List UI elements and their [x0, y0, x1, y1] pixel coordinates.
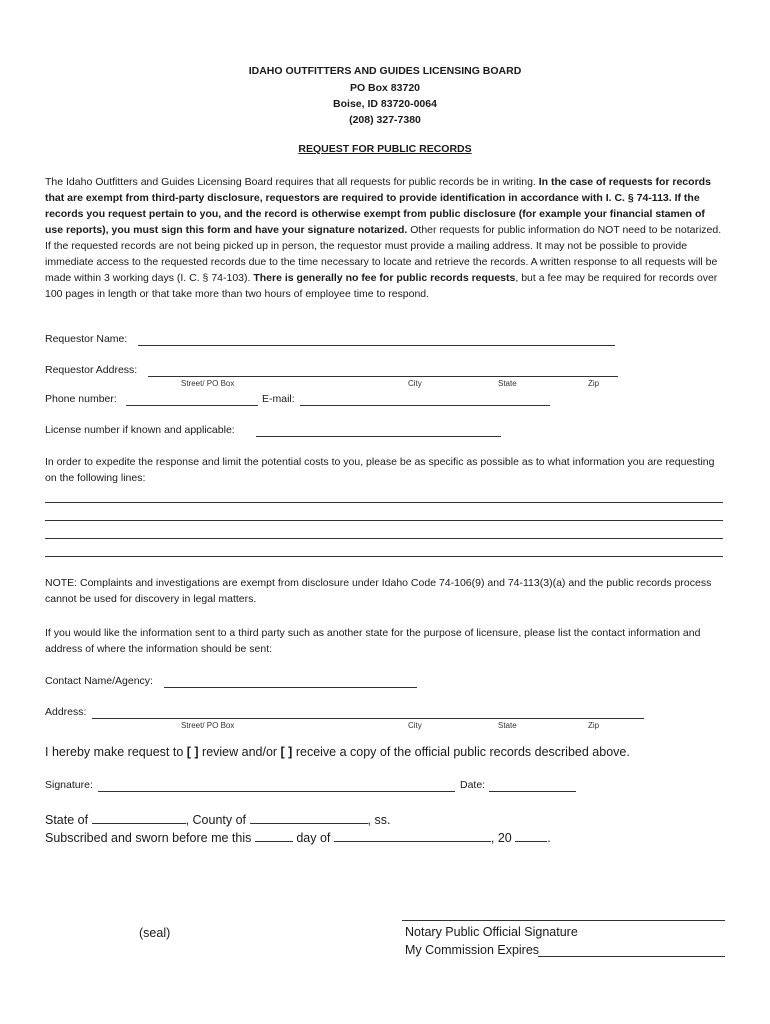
year-label: , 20 — [490, 831, 512, 845]
address-label: Address: — [45, 706, 87, 718]
license-field[interactable] — [256, 424, 501, 437]
address2-sub-zip: Zip — [588, 721, 600, 730]
contact-field[interactable] — [164, 675, 417, 688]
third-party-text: If you would like the information sent to a third party such as another state for the purpose of licensure, please list the contact information and address of where the information should be sent: — [45, 627, 701, 655]
year-field[interactable] — [515, 828, 547, 842]
day-of-label: day of — [296, 831, 331, 845]
address2-sub-state: State — [498, 721, 517, 730]
commission-label: My Commission Expires — [405, 943, 540, 957]
address2-sub-street: Street/ PO Box — [181, 721, 235, 730]
phone-field[interactable] — [126, 393, 258, 406]
county-field[interactable] — [250, 810, 368, 824]
commission-field[interactable] — [538, 943, 725, 957]
request-mid: review and/or — [198, 745, 281, 759]
sworn-period: . — [547, 831, 551, 845]
form-title: REQUEST FOR PUBLIC RECORDS — [298, 143, 472, 155]
copy-checkbox[interactable]: [ ] — [280, 745, 293, 759]
requestor-address-label: Requestor Address: — [45, 364, 138, 376]
intro-text-1: The Idaho Outfitters and Guides Licensing Board requires that all requests for public records be in writing. — [45, 176, 539, 188]
state-field[interactable] — [92, 810, 186, 824]
notary-signature-label: Notary Public Official Signature — [405, 925, 578, 939]
email-field[interactable] — [300, 393, 550, 406]
contact-label: Contact Name/Agency: — [45, 675, 153, 687]
notary-signature-field[interactable] — [402, 910, 725, 921]
request-pre: I hereby make request to — [45, 745, 187, 759]
note-text: NOTE: Complaints and investigations are exempt from disclosure under Idaho Code 74-106(9) and 74-113(3)(a) and the public records process cannot be used for discovery in legal matters. — [45, 577, 712, 605]
review-checkbox[interactable]: [ ] — [186, 745, 199, 759]
intro-text-3: , but a fee may be required for records over 100 pages in length or that take more than two hours of employee time to respond. — [45, 272, 718, 300]
request-line-1[interactable] — [45, 490, 723, 503]
intro-text-2: Other requests for public information do NOT need to be notarized. If the requested records are not being picked up in person, the requestor must provide a mailing address. It may not be possible to provide immediate access to the requested records due to the time necessary to locate and retrieve the records. A written response to all requests will be made within 3 working days (I. C. § 74-103). — [45, 224, 722, 284]
month-field[interactable] — [334, 828, 491, 842]
intro-bold-1: In the case of requests for records that are exempt from third-party disclosure, requestors are required to provide identification in accordance with I. C. § 74-113. If the records you request pertain to you, and the record is otherwise exempt from public disclosure (for example your financial stamen of use reports), you must sign this form and have your signature notarized. — [45, 176, 711, 236]
requestor-name-field[interactable] — [138, 333, 615, 346]
requestor-name-label: Requestor Name: — [45, 333, 128, 345]
request-line-3[interactable] — [45, 526, 723, 539]
intro-paragraph — [45, 174, 725, 302]
org-phone: (208) 327-7380 — [349, 114, 421, 126]
org-name: IDAHO OUTFITTERS AND GUIDES LICENSING BOARD — [248, 65, 522, 77]
date-label: Date: — [460, 779, 486, 791]
request-line-2[interactable] — [45, 508, 723, 521]
notary-state-line — [45, 810, 390, 827]
signature-label: Signature: — [45, 779, 93, 791]
phone-label: Phone number: — [45, 393, 117, 405]
request-statement — [45, 745, 630, 759]
ss-label: , ss. — [367, 813, 391, 827]
address-sub-city: City — [408, 379, 422, 388]
address-field[interactable] — [92, 706, 644, 719]
address-sub-zip: Zip — [588, 379, 600, 388]
state-of-label: State of — [45, 813, 89, 827]
email-label: E-mail: — [262, 393, 295, 405]
date-field[interactable] — [489, 779, 576, 792]
org-city: Boise, ID 83720-0064 — [333, 98, 437, 110]
address-sub-state: State — [498, 379, 517, 388]
license-label: License number if known and applicable: — [45, 424, 235, 436]
intro-bold-2: There is generally no fee for public records requests — [253, 272, 516, 284]
request-post: receive a copy of the official public records described above. — [292, 745, 630, 759]
request-line-4[interactable] — [45, 544, 723, 557]
sworn-label: Subscribed and sworn before me this — [45, 831, 252, 845]
address-sub-street: Street/ PO Box — [181, 379, 235, 388]
county-of-label: , County of — [185, 813, 247, 827]
day-field[interactable] — [255, 828, 293, 842]
address2-sub-city: City — [408, 721, 422, 730]
seal-label: (seal) — [139, 926, 171, 940]
specific-instructions: In order to expedite the response and limit the potential costs to you, please be as specific as possible as to what information you are requesting on the following lines: — [45, 456, 715, 484]
org-pobox: PO Box 83720 — [349, 82, 421, 94]
signature-field[interactable] — [98, 779, 455, 792]
notary-sworn-line — [45, 828, 551, 845]
requestor-address-field[interactable] — [148, 364, 618, 377]
